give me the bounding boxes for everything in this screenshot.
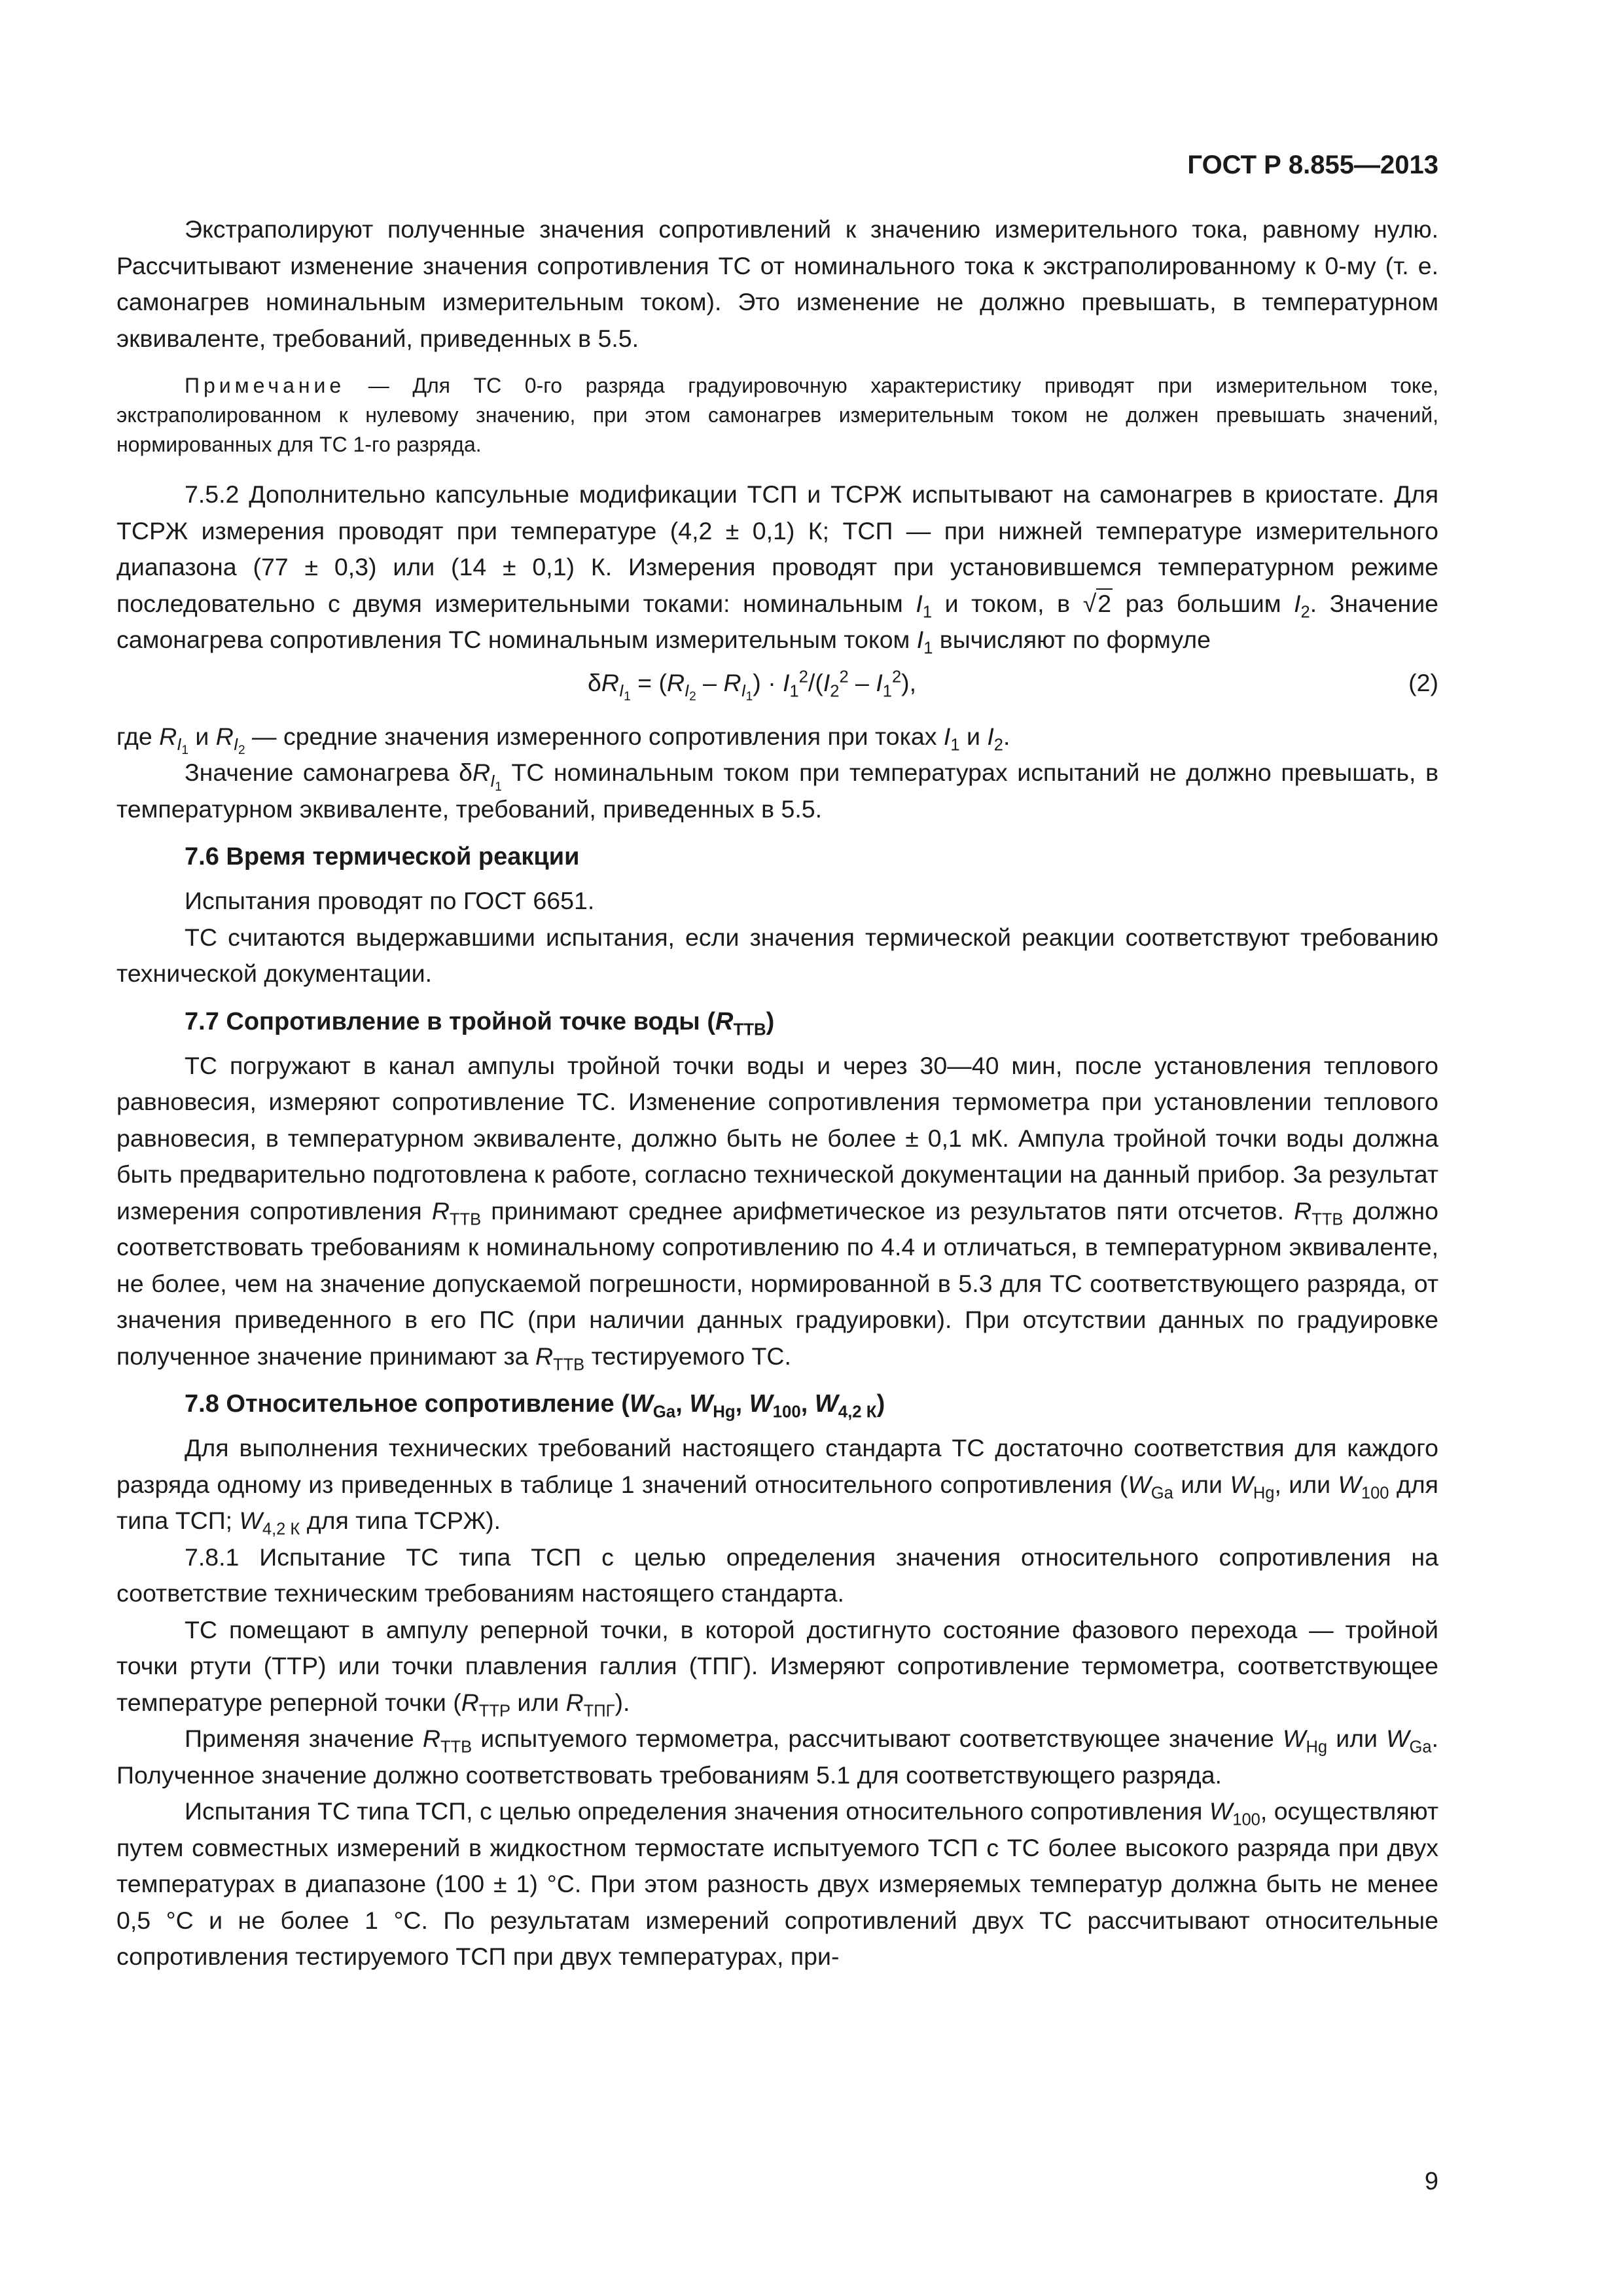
page-number: 9 xyxy=(1424,2168,1438,2195)
paragraph-7-6-a: Испытания проводят по ГОСТ 6651. xyxy=(185,887,595,914)
document-page xyxy=(116,151,1438,1975)
paragraph-where: где $R_{I_1}$ и $R_{I_2}$ — средние значения измеренного сопротивления при токах $I_1$ и $I_2$. xyxy=(116,722,1010,758)
formula-2 xyxy=(116,662,1438,717)
paragraph-selfheat: Значение самонагрева $\delta R_{I_1}$ ТС номинальным током при температурах испытаний не должно превышать, в температурном эквиваленте, требований, приведенных в 5.5. xyxy=(116,759,1439,823)
heading-7-6: 7.6 Время термической реакции xyxy=(185,843,580,870)
formula-number: (2) xyxy=(1408,668,1438,696)
paragraph-7-8-1: 7.8.1 Испытание ТС типа ТСП с целью определения значения относительного сопротивления на соответствие техническим требованиям настоящего стандарта. xyxy=(116,1543,1438,1607)
paragraph-7-5-2: 7.5.2 Дополнительно капсульные модификации ТСП и ТСРЖ испытывают на самонагрев в криостате. Для ТСРЖ измерения проводят при температуре (4,2 ± 0,1) К; ТСП — при нижней температуре измерительного диапазона (77 ± 0,3) или (14 ± 0,1) К. Измерения проводят при установившемся температурном режиме последовательно с двумя измерительными токами: номинальным $I_1$ и током, в √2 раз большим $I_2$. Значение самонагрева сопротивления ТС номинальным измерительным током $I_1$ вычисляют по формуле xyxy=(116,480,1439,658)
paragraph-7-6-b: ТС считаются выдержавшими испытания, если значения термической реакции соответствуют требованию технической документации. xyxy=(116,923,1438,987)
heading-7-8: 7.8 Относительное сопротивление ($W_{Ga}$, $W_{Hg}$, $W_{100}$, $W_{4,2 К}$) xyxy=(185,1390,885,1422)
note-text: — Для ТС 0-го разряда градуировочную характеристику приводят при измерительном токе, экстраполированном к нулевому значению, при этом самонагрев измерительным током не должен превышать значений, нормированных для ТС 1-го разряда. xyxy=(116,374,1438,456)
note-label: Примечание xyxy=(185,374,346,397)
paragraph-7-8-1-d: Испытания ТС типа ТСП, с целью определения значения относительного сопротивления $W_{100}$, осуществляют путем совместных измерений в жидкостном термостате испытуемого ТСП с ТС более высокого разряда при двух температурах в диапазоне (100 ± 1) °С. При этом разность двух измеряемых температур должна быть не менее 0,5 °С и не более 1 °С. По результатам измерений сопротивлений двух ТС рассчитывают относительные сопротивления тестируемого ТСП при двух температурах, при- xyxy=(116,1797,1438,1970)
formula-expression: $\delta R_{I_1} = (R_{I_2} - R_{I_1}) \cdot I_1^2/(I_2^2 - I_1^2)$, xyxy=(588,668,917,704)
note xyxy=(116,371,1438,459)
heading-7-7: 7.7 Сопротивление в тройной точке воды $(R_{ТТВ})$ xyxy=(185,1007,775,1039)
document-header: ГОСТ Р 8.855—2013 xyxy=(1187,151,1438,179)
paragraph-7-7: ТС погружают в канал ампулы тройной точки воды и через 30—40 мин, после установления теплового равновесия, измеряют сопротивление ТС. Изменение сопротивления термометра при установлении теплового равновесия, в температурном эквиваленте, должно быть не более ± 0,1 мК. Ампула тройной точки воды должна быть предварительно подготовлена к работе, согласно технической документации на данный прибор. За результат измерения сопротивления $R_{ТТВ}$ принимают среднее арифметическое из результатов пяти отсчетов. $R_{ТТВ}$ должно соответствовать требованиям к номинальному сопротивлению по 4.4 и отличаться, в температурном эквиваленте, не более, чем на значение допускаемой погрешности, нормированной в 5.3 для ТС соответствующего разряда, от значения приведенного в его ПС (при наличии данных градуировки). При отсутствии данных по градуировке полученное значение принимают за $R_{ТТВ}$ тестируемого ТС. xyxy=(116,1051,1438,1374)
paragraph-7-8-1-b: ТС помещают в ампулу реперной точки, в которой достигнуто состояние фазового перехода — тройной точки ртути (ТТР) или точки плавления галлия (ТПГ). Измеряют сопротивление термометра, соответствующее температуре реперной точки ($R_{ТТР}$ или $R_{ТПГ}$). xyxy=(116,1615,1438,1720)
paragraph-7-8: Для выполнения технических требований настоящего стандарта ТС достаточно соответствия для каждого разряда одному из приведенных в таблице 1 значений относительного сопротивления ($W_{Ga}$ или $W_{Hg}$, или $W_{100}$ для типа ТСП; $W_{4,2 К}$ для типа ТСРЖ). xyxy=(116,1434,1438,1539)
paragraph-7-8-1-c: Применяя значение $R_{ТТВ}$ испытуемого термометра, рассчитывают соответствующее значение $W_{Hg}$ или $W_{Ga}$. Полученное значение должно соответствовать требованиям 5.1 для соответствующего разряда. xyxy=(116,1725,1438,1789)
paragraph-extrapolation: Экстраполируют полученные значения сопротивлений к значению измерительного тока, равному нулю. Рассчитывают изменение значения сопротивления ТС от номинального тока к экстраполированному к 0-му (т. е. самонагрев номинальным измерительным током). Это изменение не должно превышать, в температурном эквиваленте, требований, приведенных в 5.5. xyxy=(116,215,1438,352)
